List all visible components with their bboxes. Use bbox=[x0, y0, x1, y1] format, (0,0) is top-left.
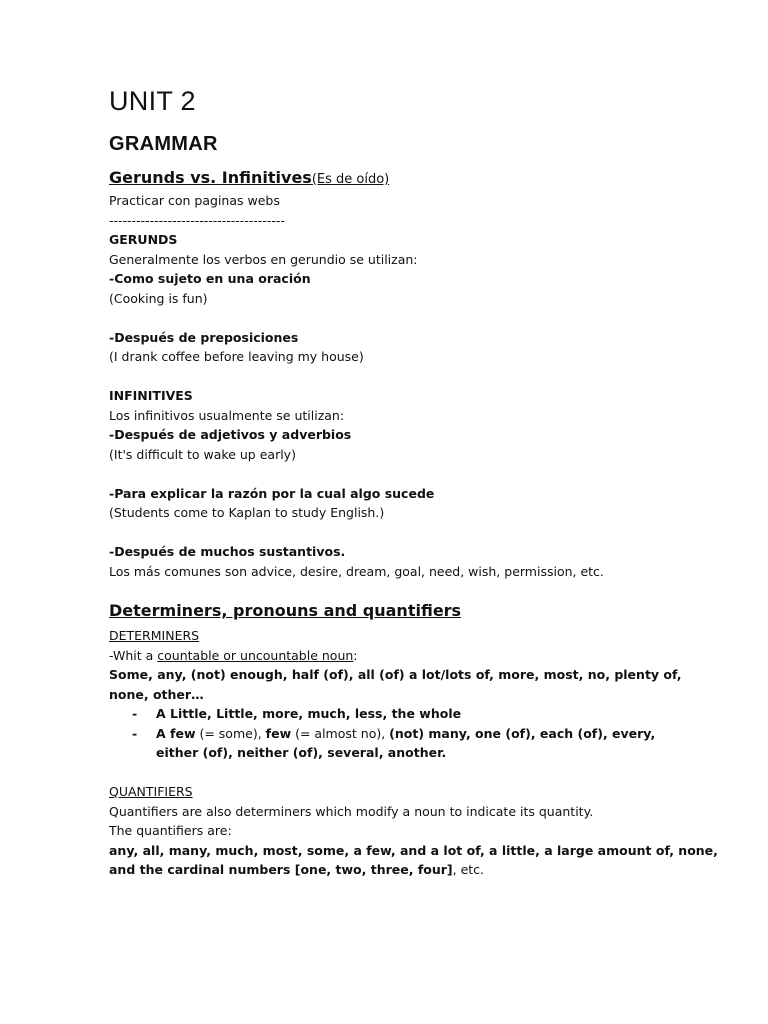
inf-use-nouns: -Después de muchos sustantivos. bbox=[109, 544, 346, 559]
inf-example-1: (It's difficult to wake up early) bbox=[109, 446, 296, 462]
heading-note: (Es de oído) bbox=[311, 172, 390, 187]
bullet-item-2-continued bbox=[109, 743, 718, 763]
gerunds-label: GERUNDS bbox=[109, 232, 178, 247]
countable-noun-text: countable or uncountable noun bbox=[157, 647, 354, 663]
determiners-bullets bbox=[109, 704, 718, 763]
bullet-dash: - bbox=[132, 725, 138, 741]
bullet-1-text: A Little, Little, more, much, less, the whole bbox=[156, 706, 462, 721]
cardinal-numbers-text: and the cardinal numbers [one, two, three, four] bbox=[109, 862, 453, 877]
separator: --------------------------------------- bbox=[109, 212, 285, 228]
practice-text: Practicar con paginas webs bbox=[109, 193, 280, 208]
bullet-2-few: few bbox=[265, 725, 292, 741]
quantifiers-intro: The quantifiers are: bbox=[109, 823, 232, 838]
gerunds-heading-text: Gerunds vs. Infinitives bbox=[109, 168, 312, 187]
determiners-with-line bbox=[109, 646, 718, 666]
with-suffix: : bbox=[353, 647, 358, 663]
quantifiers-list-line-2 bbox=[109, 860, 718, 880]
gerunds-section-body bbox=[109, 191, 604, 581]
unit-title: UNIT 2 bbox=[109, 86, 196, 116]
inf-use-reason: -Para explicar la razón por la cual algo sucede bbox=[109, 485, 435, 501]
determiners-label: DETERMINERS bbox=[109, 628, 200, 643]
with-prefix: -Whit a bbox=[109, 647, 158, 663]
gerund-use-subject: -Como sujeto en una oración bbox=[109, 271, 311, 286]
infinitives-label: INFINITIVES bbox=[109, 388, 193, 403]
inf-example-3: Los más comunes son advice, desire, dream, goal, need, wish, permission, etc. bbox=[109, 563, 604, 579]
quantifiers-definition: Quantifiers are also determiners which modify a noun to indicate its quantity. bbox=[109, 803, 594, 819]
etc-text: , etc. bbox=[452, 862, 485, 877]
gerund-example-2: (I drank coffee before leaving my house) bbox=[109, 349, 364, 364]
grammar-title: GRAMMAR bbox=[109, 133, 218, 155]
bullet-2-almost-no: (= almost no), bbox=[291, 725, 390, 741]
determiners-heading: Determiners, pronouns and quantifiers bbox=[109, 601, 462, 620]
bullet-dash: - bbox=[132, 706, 138, 721]
infinitives-intro: Los infinitivos usualmente se utilizan: bbox=[109, 407, 345, 423]
bullet-2-a-few: A few bbox=[156, 725, 196, 741]
quantifiers-list-line-1: any, all, many, much, most, some, a few, and a lot of, a little, a large amount of, none, bbox=[109, 842, 718, 858]
quantifiers-label: QUANTIFIERS bbox=[109, 784, 193, 799]
inf-example-2: (Students come to Kaplan to study English.) bbox=[109, 505, 385, 520]
determiners-list-line-2: none, other… bbox=[109, 686, 204, 702]
inf-use-adjectives: -Después de adjetivos y adverbios bbox=[109, 427, 352, 442]
bullet-2-some: (= some), bbox=[195, 725, 266, 741]
gerunds-intro: Generalmente los verbos en gerundio se utilizan: bbox=[109, 251, 418, 267]
gerund-example-1: (Cooking is fun) bbox=[109, 290, 208, 306]
gerund-use-prepositions: -Después de preposiciones bbox=[109, 329, 299, 345]
bullet-2-rest: (not) many, one (of), each (of), every, bbox=[389, 725, 656, 741]
bullet-item-2 bbox=[109, 724, 718, 744]
gerunds-infinitives-heading bbox=[109, 167, 389, 191]
determiners-list-line-1: Some, any, (not) enough, half (of), all (of) a lot/lots of, more, most, no, plenty of, bbox=[109, 667, 682, 682]
determiners-section-body bbox=[109, 626, 718, 880]
bullet-item-1 bbox=[109, 704, 718, 724]
bullet-2-line-2: either (of), neither (of), several, another. bbox=[156, 745, 447, 760]
